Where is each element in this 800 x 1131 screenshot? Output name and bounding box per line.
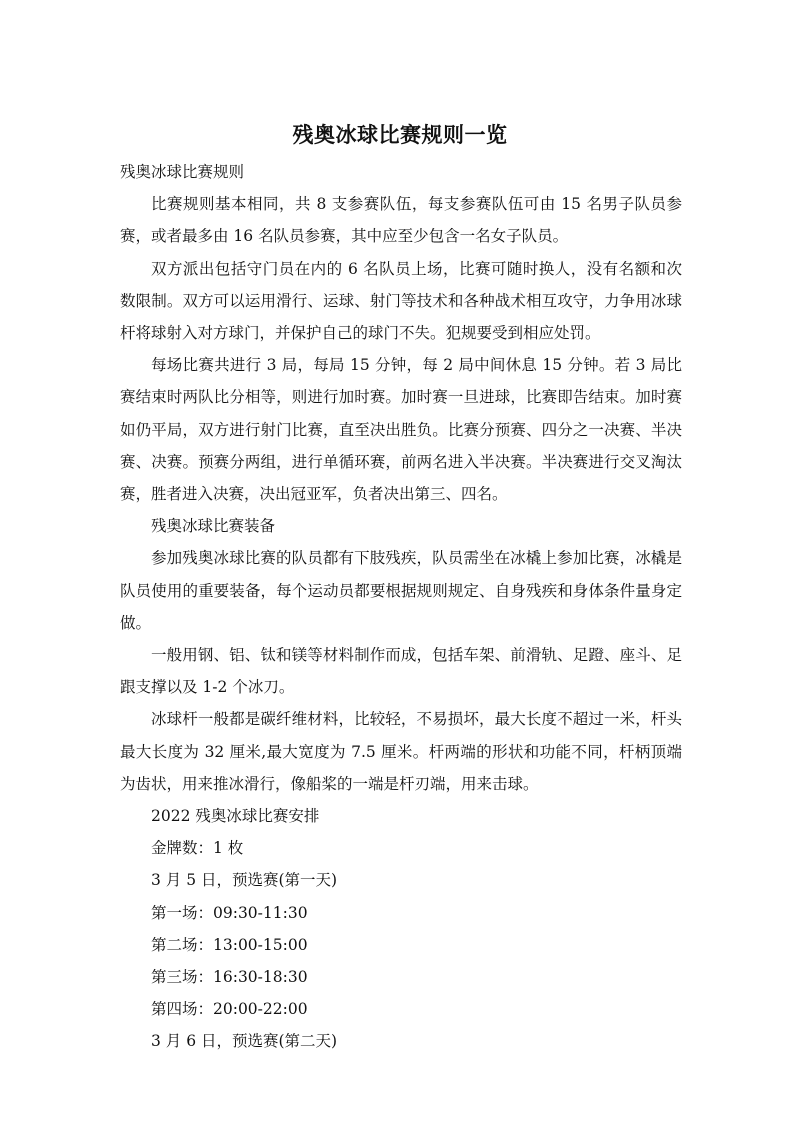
paragraph: 比赛规则基本相同，共 8 支参赛队伍，每支参赛队伍可由 15 名男子队员参赛，或者最多由 16 名队员参赛，其中应至少包含一名女子队员。 [120,195,682,246]
paragraph: 第四场：20:00-22:00 [151,1000,308,1019]
paragraph: 第三场：16:30-18:30 [151,968,308,987]
paragraph: 残奥冰球比赛装备 [151,517,276,536]
paragraph: 第一场：09:30-11:30 [151,903,308,922]
document-title: 残奥冰球比赛规则一览 [292,123,508,147]
paragraph: 第二场：13:00-15:00 [151,935,308,954]
paragraph: 双方派出包括守门员在内的 6 名队员上场，比赛可随时换人，没有名额和次数限制。双方可以运用滑行、运球、射门等技术和各种战术相互攻守，力争用冰球杆将球射入对方球门，并保护自己的球门不失。犯规要受到相应处罚。 [120,259,682,343]
paragraph: 一般用钢、铝、钛和镁等材料制作而成，包括车架、前滑轨、足蹬、座斗、足跟支撑以及 1-2 个冰刀。 [120,646,682,697]
paragraph: 残奥冰球比赛规则 [120,163,245,181]
paragraph: 3 月 6 日，预选赛(第二天) [151,1032,338,1051]
document-body [120,156,682,1058]
paragraph: 2022 残奥冰球比赛安排 [151,807,320,826]
paragraph: 金牌数：1 枚 [151,839,244,858]
paragraph: 每场比赛共进行 3 局，每局 15 分钟，每 2 局中间休息 15 分钟。若 3 局比赛结束时两队比分相等，则进行加时赛。加时赛一旦进球，比赛即告结束。加时赛如仍平局，双方进行射门比赛，直至决出胜负。比赛分预赛、四分之一决赛、半决赛、决赛。预赛分两组，进行单循环赛，前两名进入半决赛。半决赛进行交叉淘汰赛，胜者进入决赛，决出冠亚军，负者决出第三、四名。 [120,356,682,504]
paragraph: 参加残奥冰球比赛的队员都有下肢残疾，队员需坐在冰橇上参加比赛，冰橇是队员使用的重要装备，每个运动员都要根据规则规定、自身残疾和身体条件量身定做。 [120,549,682,632]
paragraph: 3 月 5 日，预选赛(第一天) [151,871,338,890]
paragraph: 冰球杆一般都是碳纤维材料，比较轻，不易损坏，最大长度不超过一米，杆头最大长度为 32 厘米,最大宽度为 7.5 厘米。杆两端的形状和功能不同，杆柄顶端为齿状，用来推冰滑行，像船桨的一端是杆刃端，用来击球。 [120,710,682,793]
